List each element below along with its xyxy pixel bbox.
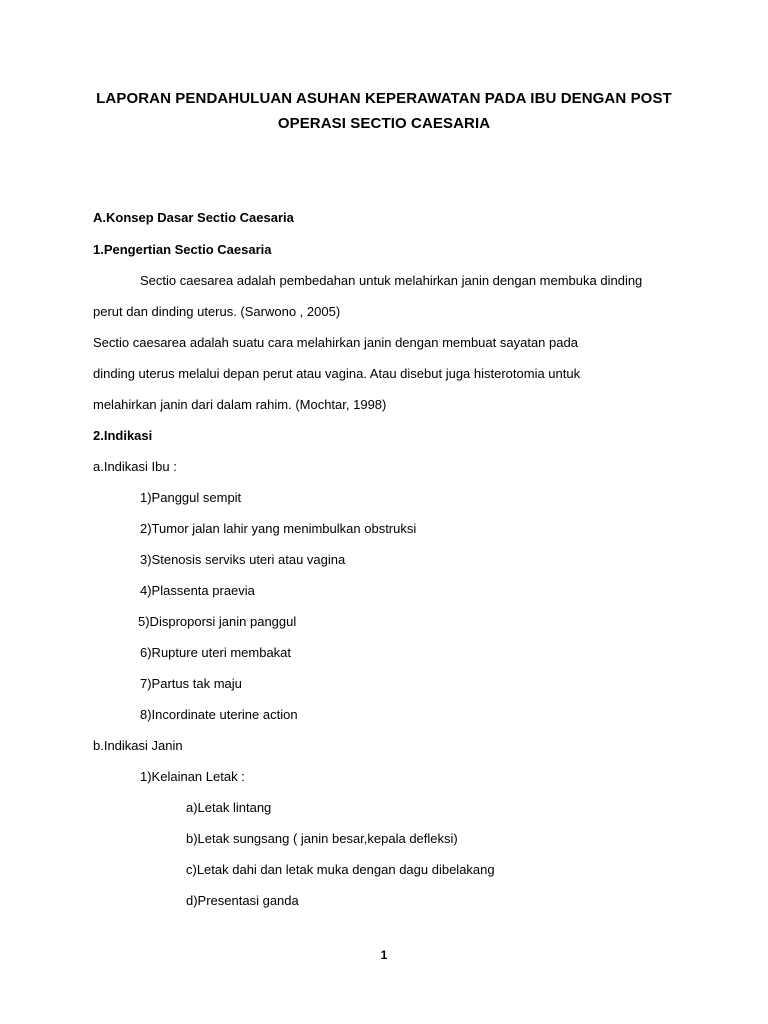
subsection-heading-2: 2.Indikasi [93,428,153,443]
list-item: 2)Tumor jalan lahir yang menimbulkan obstruksi [140,521,417,536]
document-title-line-1: LAPORAN PENDAHULUAN ASUHAN KEPERAWATAN PADA IBU DENGAN POST [96,90,672,107]
list-item: b)Letak sungsang ( janin besar,kepala defleksi) [186,831,458,846]
indikasi-janin-heading: b.Indikasi Janin [93,738,183,753]
list-item: 8)Incordinate uterine action [140,707,298,722]
list-item: d)Presentasi ganda [186,893,299,908]
section-heading-a: A.Konsep Dasar Sectio Caesaria [93,210,294,225]
page-number: 1 [380,948,388,962]
list-item: c)Letak dahi dan letak muka dengan dagu dibelakang [186,862,495,877]
paragraph-2-line-1: Sectio caesarea adalah suatu cara melahirkan janin dengan membuat sayatan pada [93,335,578,350]
kelainan-letak-heading: 1)Kelainan Letak : [140,769,245,784]
paragraph-2-line-2: dinding uterus melalui depan perut atau vagina. Atau disebut juga histerotomia untuk [93,366,581,381]
list-item: 3)Stenosis serviks uteri atau vagina [140,552,346,567]
document-title-line-2: OPERASI SECTIO CAESARIA [277,115,491,132]
list-item: 1)Panggul sempit [140,490,242,505]
paragraph-1-line-2: perut dan dinding uterus. (Sarwono , 2005) [93,304,341,319]
list-item: 7)Partus tak maju [140,676,242,691]
subsection-heading-1: 1.Pengertian Sectio Caesaria [93,242,272,257]
list-item: a)Letak lintang [186,800,272,815]
list-item: 5)Disproporsi janin panggul [138,614,297,629]
paragraph-2-line-3: melahirkan janin dari dalam rahim. (Mochtar, 1998) [93,397,387,412]
indikasi-ibu-heading: a.Indikasi Ibu : [93,459,177,474]
list-item: 6)Rupture uteri membakat [140,645,292,660]
paragraph-1-line-1: Sectio caesarea adalah pembedahan untuk melahirkan janin dengan membuka dinding [140,273,643,288]
list-item: 4)Plassenta praevia [140,583,255,598]
